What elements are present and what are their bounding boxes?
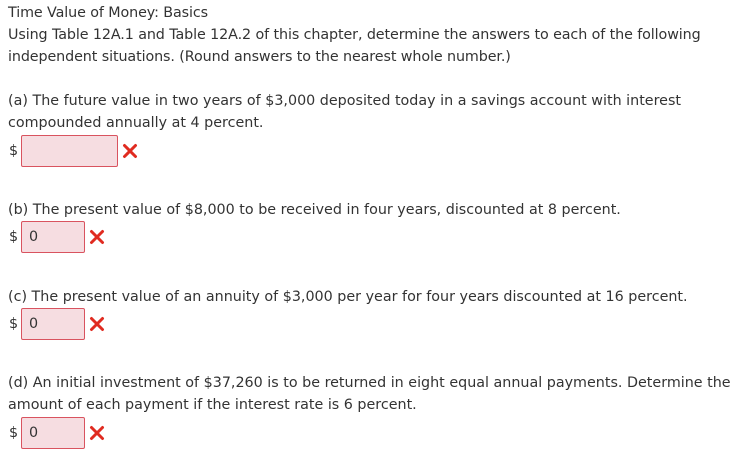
answer-input-a[interactable] bbox=[21, 135, 118, 167]
page-title: Time Value of Money: Basics bbox=[8, 5, 208, 21]
x-mark-icon bbox=[89, 229, 105, 245]
question-a-text: (a) The future value in two years of $3,000 deposited today in a savings account with interest compounded annually at 4 percent. bbox=[8, 93, 682, 131]
x-mark-icon bbox=[122, 143, 138, 159]
x-mark-icon bbox=[89, 316, 105, 332]
dollar-sign: $ bbox=[9, 425, 19, 441]
dollar-sign: $ bbox=[9, 316, 19, 332]
x-mark-icon bbox=[89, 425, 105, 441]
dollar-sign: $ bbox=[9, 143, 19, 159]
question-b-text: (b) The present value of $8,000 to be received in four years, discounted at 8 percent. bbox=[8, 202, 621, 218]
question-d-text: (d) An initial investment of $37,260 is to be returned in eight equal annual payments. Determine the amount of each payment if the interest rate is 6 percent. bbox=[8, 375, 731, 413]
instructions-text: Using Table 12A.1 and Table 12A.2 of this chapter, determine the answers to each of the following independent situations. (Round answers to the nearest whole number.) bbox=[8, 27, 701, 65]
answer-input-c[interactable] bbox=[21, 308, 85, 340]
dollar-sign: $ bbox=[9, 229, 19, 245]
answer-row-a bbox=[9, 133, 138, 169]
answer-input-d[interactable] bbox=[21, 417, 85, 449]
answer-row-d bbox=[9, 415, 105, 451]
answer-row-c bbox=[9, 306, 105, 342]
answer-row-b bbox=[9, 219, 105, 255]
answer-input-b[interactable] bbox=[21, 221, 85, 253]
question-c-text: (c) The present value of an annuity of $3,000 per year for four years discounted at 16 percent. bbox=[8, 289, 688, 305]
